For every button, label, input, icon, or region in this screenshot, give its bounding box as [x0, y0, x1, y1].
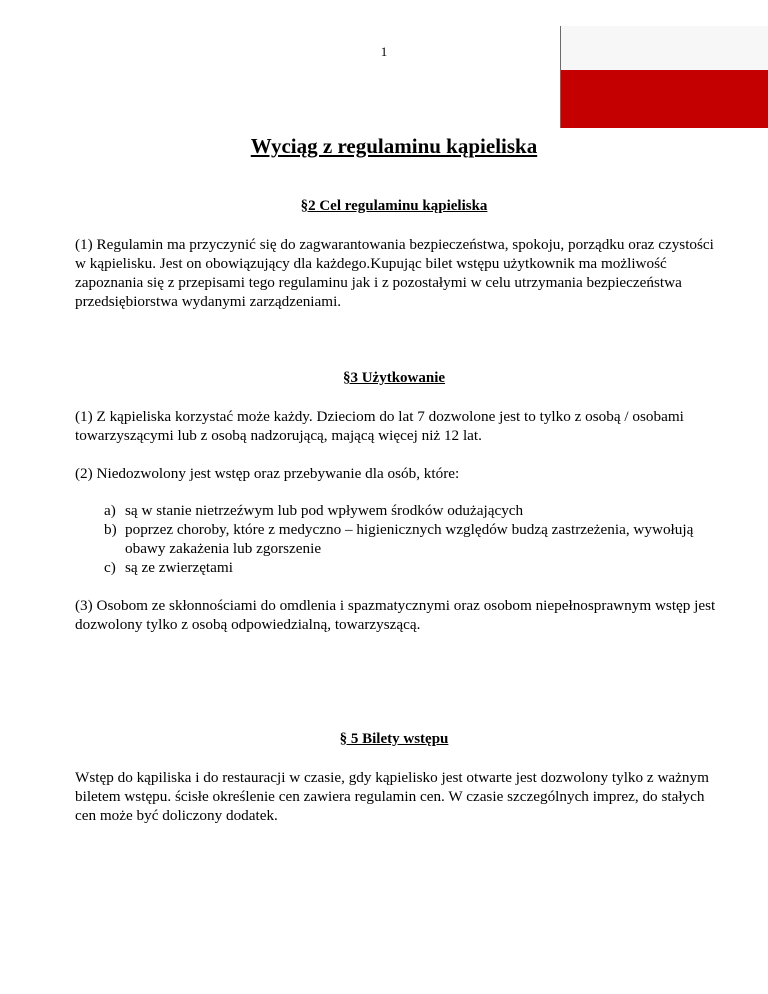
section-2-paragraph-1: (1) Regulamin ma przyczynić się do zagwarantowania bezpieczeństwa, spokoju, porządku oraz czystości w kąpielisku. Jest on obowiązujący dla każdego.Kupując bilet wstępu użytkownik ma możliwość zapoznania się z przepisami tego regulaminu jak i z pozostałymi w celu utrzymania bezpieczeństwa przedsiębiorstwa wydanymi zarządzeniami.: [75, 236, 714, 310]
section-3-list: [104, 501, 704, 577]
polish-flag-image: [560, 26, 768, 128]
flag-white-stripe: [561, 26, 768, 70]
list-item-marker: c): [104, 559, 116, 576]
section-3-paragraph-2: (2) Niedozwolony jest wstęp oraz przebywanie dla osób, które:: [75, 465, 460, 482]
list-item-marker: b): [104, 521, 117, 538]
section-5-heading: § 5 Bilety wstępu: [339, 731, 449, 747]
list-item-marker: a): [104, 502, 116, 519]
section-3-paragraph-1: (1) Z kąpieliska korzystać może każdy. Dzieciom do lat 7 dozwolone jest to tylko z osobą / osobami towarzyszącymi lub z osobą nadzorującą, mającą więcej niż 12 lat.: [75, 408, 684, 444]
section-3-heading: §3 Użytkowanie: [342, 370, 446, 386]
section-5-paragraph-1: Wstęp do kąpiliska i do restauracji w czasie, gdy kąpielisko jest otwarte jest dozwolony tylko z ważnym biletem wstępu. ścisłe określenie cen zawiera regulamin cen. W czasie szczególnych imprez, do stałych cen może być doliczony dodatek.: [75, 769, 709, 824]
list-item-text: poprzez choroby, które z medyczno – higienicznych względów budzą zastrzeżenia, wywołują obawy zakażenia lub zgorszenie: [125, 521, 694, 557]
section-2-heading: §2 Cel regulaminu kąpieliska: [300, 198, 488, 214]
section-3-paragraph-3: (3) Osobom ze skłonnościami do omdlenia i spazmatycznymi oraz osobom niepełnosprawnym wstęp jest dozwolony tylko z osobą odpowiedzialną, towarzyszącą.: [75, 597, 716, 633]
document-title: Wyciąg z regulaminu kąpieliska: [250, 134, 538, 158]
list-item: [104, 501, 704, 520]
flag-red-stripe: [561, 70, 768, 128]
list-item-text: są w stanie nietrzeźwym lub pod wpływem środków odużających: [125, 502, 524, 519]
list-item: [104, 520, 704, 558]
page-number: 1: [380, 44, 388, 59]
list-item-text: są ze zwierzętami: [125, 559, 233, 576]
list-item: [104, 558, 704, 577]
